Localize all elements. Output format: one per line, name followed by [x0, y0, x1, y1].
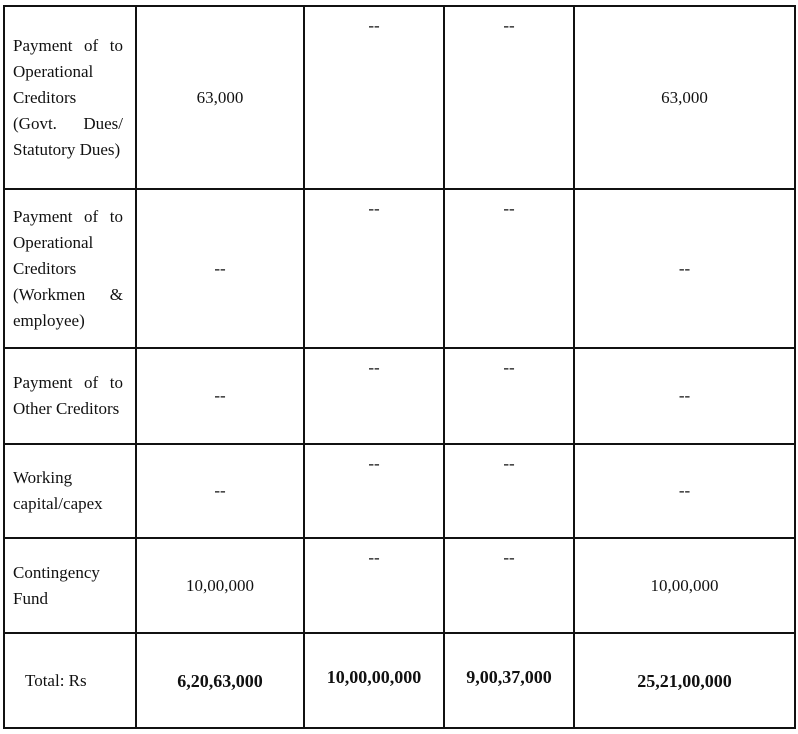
table-row — [4, 6, 795, 189]
row-value-col1: -- — [136, 189, 304, 348]
row-value-col3: -- — [444, 444, 574, 538]
row-description: Contingency Fund — [4, 538, 136, 633]
total-col2: 10,00,00,000 — [304, 633, 444, 728]
row-value-col2: -- — [304, 538, 444, 633]
total-col4: 25,21,00,000 — [574, 633, 795, 728]
row-value-col1: 10,00,000 — [136, 538, 304, 633]
total-col3: 9,00,37,000 — [444, 633, 574, 728]
row-value-col1: -- — [136, 348, 304, 444]
row-value-col4: -- — [574, 189, 795, 348]
table-row — [4, 189, 795, 348]
row-value-col4: -- — [574, 348, 795, 444]
row-value-col1: -- — [136, 444, 304, 538]
total-row — [4, 633, 795, 728]
row-value-col4: 10,00,000 — [574, 538, 795, 633]
row-value-col2: -- — [304, 348, 444, 444]
row-description: Payment of to Operational Creditors (Workmen & employee) — [4, 189, 136, 348]
row-value-col3: -- — [444, 538, 574, 633]
table-row — [4, 444, 795, 538]
table-row — [4, 538, 795, 633]
total-col1: 6,20,63,000 — [136, 633, 304, 728]
row-value-col4: -- — [574, 444, 795, 538]
row-value-col3: -- — [444, 6, 574, 189]
row-value-col2: -- — [304, 444, 444, 538]
table-row — [4, 348, 795, 444]
row-value-col3: -- — [444, 189, 574, 348]
row-description: Working capital/capex — [4, 444, 136, 538]
row-value-col2: -- — [304, 189, 444, 348]
row-value-col4: 63,000 — [574, 6, 795, 189]
payment-table — [3, 5, 796, 729]
row-description: Payment of to Other Creditors — [4, 348, 136, 444]
row-description: Payment of to Operational Creditors (Govt. Dues/ Statutory Dues) — [4, 6, 136, 189]
row-value-col3: -- — [444, 348, 574, 444]
row-value-col2: -- — [304, 6, 444, 189]
row-value-col1: 63,000 — [136, 6, 304, 189]
total-label: Total: Rs — [4, 633, 136, 728]
